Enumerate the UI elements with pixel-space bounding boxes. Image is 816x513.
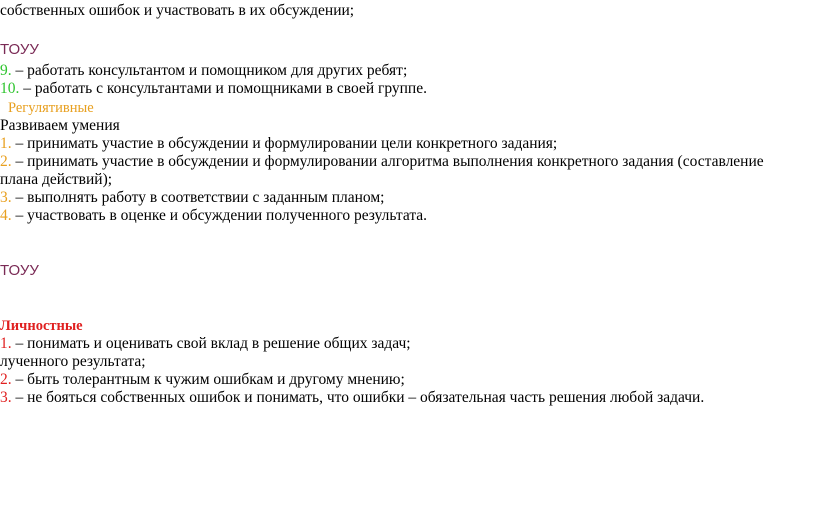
list-item <box>0 371 405 389</box>
item-number: 1. <box>0 135 12 152</box>
item-number: 1. <box>0 335 12 352</box>
list-item <box>0 335 411 353</box>
item-number: 2. <box>0 153 12 170</box>
item-text: – принимать участие в обсуждении и формулировании цели конкретного задания; <box>11 135 558 152</box>
list-item <box>0 62 407 80</box>
item-text: лученного результата; <box>0 353 146 370</box>
item-number: 10. <box>0 80 20 97</box>
item-number: 9. <box>0 62 12 79</box>
section-heading-regulatory: Регулятивные <box>8 100 94 116</box>
list-item <box>0 189 384 207</box>
text-line-top: собственных ошибок и участвовать в их обсуждении; <box>0 2 355 19</box>
section-heading-personal: Личностные <box>0 318 83 334</box>
item-text: – работать консультантом и помощником для других ребят; <box>11 62 408 79</box>
item-number: 4. <box>0 207 12 224</box>
list-item <box>0 153 800 189</box>
section-heading-toyy-1: ТОУУ <box>0 41 39 58</box>
list-item <box>0 135 557 153</box>
item-number: 3. <box>0 189 12 206</box>
item-text: – принимать участие в обсуждении и формулировании алгоритма выполнения конкретного задания (составление плана действий); <box>0 153 764 188</box>
item-text: – быть толерантным к чужим ошибкам и другому мнению; <box>11 371 405 388</box>
list-item <box>0 80 427 98</box>
item-text: – работать с консультантами и помощниками в своей группе. <box>19 80 427 97</box>
list-item <box>0 353 146 371</box>
item-number: 2. <box>0 371 12 388</box>
item-text: – понимать и оценивать свой вклад в решение общих задач; <box>11 335 411 352</box>
item-text: – выполнять работу в соответствии с заданным планом; <box>11 189 385 206</box>
item-number: 3. <box>0 389 12 406</box>
item-text: – не бояться собственных ошибок и понимать, что ошибки – обязательная часть решения любой задачи. <box>11 389 705 406</box>
item-text: – участвовать в оценке и обсуждении полученного результата. <box>11 207 428 224</box>
list-item <box>0 207 427 225</box>
section-subtitle: Развиваем умения <box>0 117 120 134</box>
list-item <box>0 389 704 407</box>
section-heading-toyy-2: ТОУУ <box>0 262 39 279</box>
